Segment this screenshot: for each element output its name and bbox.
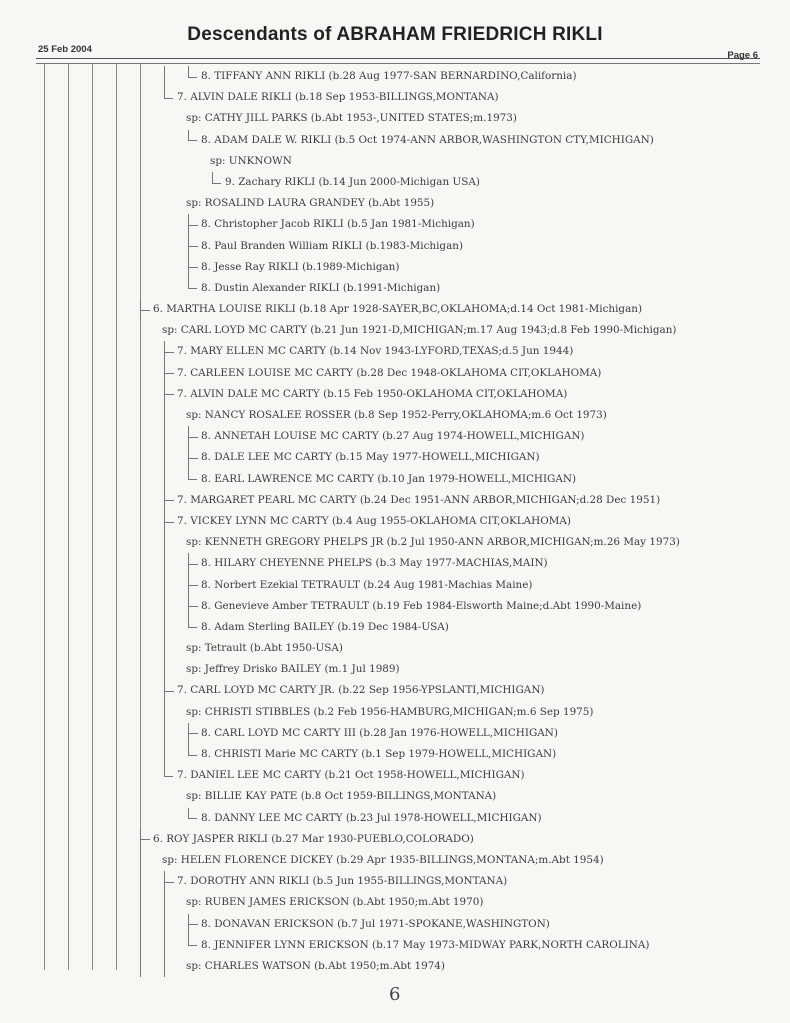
tree-entry: [0, 511, 790, 532]
entry-text: sp: HELEN FLORENCE DICKEY (b.29 Apr 1935-BILLINGS,MONTANA;m.Abt 1954): [162, 853, 604, 866]
entry-text: 8. CHRISTI Marie MC CARTY (b.1 Sep 1979-HOWELL,MICHIGAN): [201, 748, 557, 760]
entry-text: 8. EARL LAWRENCE MC CARTY (b.10 Jan 1979-HOWELL,MICHIGAN): [201, 472, 577, 485]
tree-entry: [0, 214, 790, 235]
tree-entry: [0, 447, 790, 468]
entry-text: 6. MARTHA LOUISE RIKLI (b.18 Apr 1928-SAYER,BC,OKLAHOMA;d.14 Oct 1981-Michigan): [153, 303, 643, 316]
header-rule-bottom: [36, 63, 760, 64]
tree-entry: [0, 426, 790, 447]
tree-entry: [0, 151, 790, 172]
tree-entry: [0, 871, 790, 892]
tree-entry: [0, 172, 790, 193]
entry-text: 8. HILARY CHEYENNE PHELPS (b.3 May 1977-MACHIAS,MAIN): [201, 557, 548, 570]
tree-entry: [0, 87, 790, 108]
page-label: Page 6: [727, 50, 758, 61]
entry-text: sp: BILLIE KAY PATE (b.8 Oct 1959-BILLINGS,MONTANA): [186, 790, 497, 803]
entry-text: sp: Jeffrey Drisko BAILEY (m.1 Jul 1989): [186, 663, 400, 676]
entry-text: 7. MARY ELLEN MC CARTY (b.14 Nov 1943-LYFORD,TEXAS;d.5 Jun 1944): [177, 345, 574, 358]
tree-entry: [0, 702, 790, 723]
entry-text: sp: CATHY JILL PARKS (b.Abt 1953-,UNITED STATES;m.1973): [186, 112, 517, 125]
entry-text: sp: UNKNOWN: [210, 154, 292, 167]
tree-entry: [0, 956, 790, 977]
tree-entry: [0, 299, 790, 320]
entry-text: sp: Tetrault (b.Abt 1950-USA): [186, 642, 343, 655]
tree-entry: [0, 935, 790, 956]
tree-entry: [0, 786, 790, 807]
tree-entry: [0, 108, 790, 129]
entry-text: 8. Jesse Ray RIKLI (b.1989-Michigan): [201, 260, 400, 273]
report-date: 25 Feb 2004: [38, 44, 92, 55]
entry-text: sp: CHRISTI STIBBLES (b.2 Feb 1956-HAMBURG,MICHIGAN;m.6 Sep 1975): [186, 705, 594, 718]
entry-text: 8. Dustin Alexander RIKLI (b.1991-Michigan): [201, 281, 441, 294]
entry-text: 7. MARGARET PEARL MC CARTY (b.24 Dec 1951-ANN ARBOR,MICHIGAN;d.28 Dec 1951): [177, 493, 661, 506]
entry-text: 7. VICKEY LYNN MC CARTY (b.4 Aug 1955-OKLAHOMA CIT,OKLAHOMA): [177, 514, 571, 527]
entry-text: sp: CHARLES WATSON (b.Abt 1950;m.Abt 1974): [186, 959, 445, 972]
tree-entry: [0, 575, 790, 596]
entry-text: 7. CARLEEN LOUISE MC CARTY (b.28 Dec 1948-OKLAHOMA CIT,OKLAHOMA): [177, 366, 602, 379]
report-title: Descendants of ABRAHAM FRIEDRICH RIKLI: [187, 24, 603, 45]
tree-entry: [0, 469, 790, 490]
tree-entry: [0, 66, 790, 87]
tree-entry: [0, 892, 790, 913]
tree-entry: [0, 829, 790, 850]
entry-text: 8. Genevieve Amber TETRAULT (b.19 Feb 1984-Elsworth Maine;d.Abt 1990-Maine): [201, 599, 642, 612]
entry-text: 8. ADAM DALE W. RIKLI (b.5 Oct 1974-ANN ARBOR,WASHINGTON CTY,MICHIGAN): [201, 133, 654, 146]
tree-entry: [0, 680, 790, 701]
tree-entry: [0, 236, 790, 257]
tree-entry: [0, 490, 790, 511]
entry-text: 8. ANNETAH LOUISE MC CARTY (b.27 Aug 1974-HOWELL,MICHIGAN): [201, 430, 585, 443]
tree-entry: [0, 278, 790, 299]
handwritten-page-number: 6: [389, 984, 401, 1005]
tree-entry: [0, 744, 790, 765]
entry-text: sp: NANCY ROSALEE ROSSER (b.8 Sep 1952-Perry,OKLAHOMA;m.6 Oct 1973): [186, 409, 607, 421]
tree-entry: [0, 532, 790, 553]
tree-entry: [0, 130, 790, 151]
tree-entry: [0, 257, 790, 278]
entry-text: 7. ALVIN DALE RIKLI (b.18 Sep 1953-BILLINGS,MONTANA): [177, 91, 499, 104]
entry-text: sp: CARL LOYD MC CARTY (b.21 Jun 1921-D,MICHIGAN;m.17 Aug 1943;d.8 Feb 1990-Michigan): [162, 324, 677, 337]
tree-entry: [0, 363, 790, 384]
entry-text: 8. Adam Sterling BAILEY (b.19 Dec 1984-USA): [201, 620, 449, 633]
tree-entry: [0, 405, 790, 426]
entry-text: 8. Paul Branden William RIKLI (b.1983-Michigan): [201, 239, 464, 252]
entry-text: 8. DALE LEE MC CARTY (b.15 May 1977-HOWELL,MICHIGAN): [201, 451, 540, 464]
tree-entry: [0, 341, 790, 362]
tree-entry: [0, 723, 790, 744]
tree-entry: [0, 638, 790, 659]
entry-text: sp: RUBEN JAMES ERICKSON (b.Abt 1950;m.Abt 1970): [186, 896, 484, 909]
entry-text: 7. DANIEL LEE MC CARTY (b.21 Oct 1958-HOWELL,MICHIGAN): [177, 769, 525, 782]
tree-entry: [0, 553, 790, 574]
tree-entry: [0, 384, 790, 405]
entry-text: 7. CARL LOYD MC CARTY JR. (b.22 Sep 1956-YPSLANTI,MICHIGAN): [177, 684, 545, 697]
entry-text: 8. DONAVAN ERICKSON (b.7 Jul 1971-SPOKANE,WASHINGTON): [201, 917, 550, 930]
entry-text: 8. JENNIFER LYNN ERICKSON (b.17 May 1973-MIDWAY PARK,NORTH CAROLINA): [201, 938, 650, 951]
entry-text: 7. ALVIN DALE MC CARTY (b.15 Feb 1950-OKLAHOMA CIT,OKLAHOMA): [177, 387, 568, 400]
entry-text: 8. TIFFANY ANN RIKLI (b.28 Aug 1977-SAN BERNARDINO,California): [201, 70, 577, 82]
tree-entry: [0, 193, 790, 214]
header-rule-top: [36, 58, 760, 59]
tree-entry: [0, 320, 790, 341]
tree-entry: [0, 659, 790, 680]
entry-text: 9. Zachary RIKLI (b.14 Jun 2000-Michigan USA): [225, 175, 480, 188]
entry-text: sp: KENNETH GREGORY PHELPS JR (b.2 Jul 1950-ANN ARBOR,MICHIGAN;m.26 May 1973): [186, 536, 680, 549]
entry-text: 8. DANNY LEE MC CARTY (b.23 Jul 1978-HOWELL,MICHIGAN): [201, 811, 542, 824]
descendant-tree: [0, 66, 790, 977]
entry-text: 8. Christopher Jacob RIKLI (b.5 Jan 1981-Michigan): [201, 218, 475, 231]
tree-entry: [0, 596, 790, 617]
tree-entry: [0, 850, 790, 871]
entry-text: 7. DOROTHY ANN RIKLI (b.5 Jun 1955-BILLINGS,MONTANA): [177, 875, 508, 888]
tree-entry: [0, 914, 790, 935]
tree-entry: [0, 765, 790, 786]
entry-text: 8. CARL LOYD MC CARTY III (b.28 Jan 1976-HOWELL,MICHIGAN): [201, 726, 558, 739]
tree-entry: [0, 808, 790, 829]
entry-text: sp: ROSALIND LAURA GRANDEY (b.Abt 1955): [186, 197, 435, 210]
tree-entry: [0, 617, 790, 638]
entry-text: 6. ROY JASPER RIKLI (b.27 Mar 1930-PUEBLO,COLORADO): [153, 832, 474, 845]
entry-text: 8. Norbert Ezekial TETRAULT (b.24 Aug 1981-Machias Maine): [201, 578, 533, 591]
